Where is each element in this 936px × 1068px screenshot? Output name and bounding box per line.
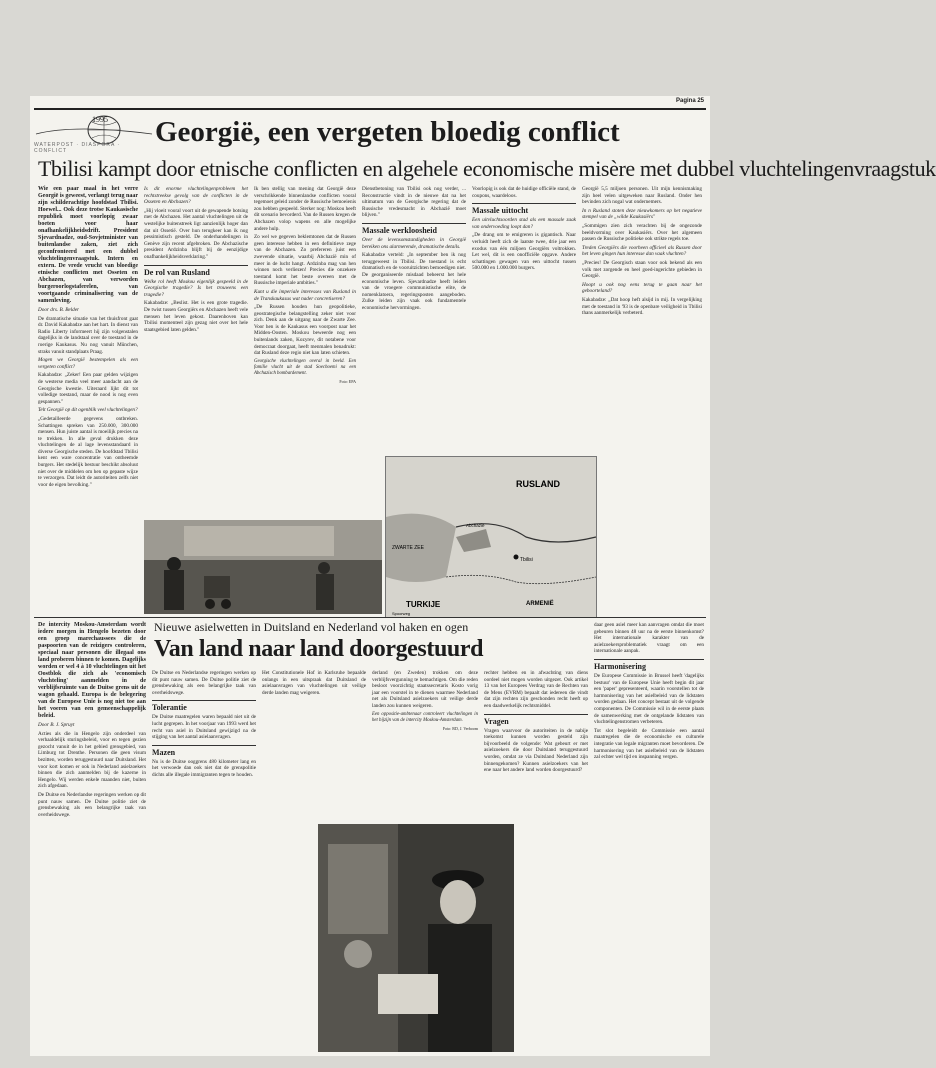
map-legend-spoorweg: Spoorweg	[392, 611, 411, 616]
paragraph: „Precies! De Georgisch staan voor ook bekend als een volk met zorgende en heel goed-ingerichte gebieden in Georgië.	[582, 259, 702, 280]
map-label-abchazie: Abchazië	[466, 523, 485, 528]
article1-headline: Georgië, een vergeten bloedig conflict	[155, 116, 620, 148]
paragraph: Kakabadze: „Dat hoop heft alsijd in mij. In vergelijking met de toestand in '93 is de openbare veiligheid in Tbilisi thans aanmerkelijk verbeterd.	[582, 296, 702, 317]
article1-lead: Wie een paar maal in het verre Georgië is geweest, verlangt terug naar zijn schilderachtige hoofdstad Tbilisi. Hoewel... Ook deze trotse Kaukasische republiek moet voorlopig zwaar boeten voor haar onafhankelijkheidsdrift. President Sjevardnadze, oud-Sovjetminister van buitenlandse zaken, ziet zich geconfronteerd met een dubbel vluchtelingenvraagstuk. Intern en extern. De vrede vrucht van bloedige etnische conflicten met Osseten en Abchazen, van verworden burgeroorlogstaferelen, van voortgaande criminalisering van de samenleving.	[38, 186, 138, 304]
article2-column-6	[594, 622, 704, 1052]
border-control-photo	[318, 824, 514, 1052]
article2-column-2	[152, 670, 256, 1052]
map-label-zwarte-zee: ZWARTE ZEE	[392, 545, 424, 551]
article-divider	[34, 617, 706, 618]
paragraph: „Sommigen zien zich verachten bij de ongezonde beeldvorming over Kaukasiërs. Over het algemeen passen de Russische politieke ook strikte regels toe.	[582, 222, 702, 243]
article1-column-3	[254, 186, 356, 496]
subheading-tolerantie: Tolerantie	[152, 700, 256, 712]
paragraph: De dramatische situatie van het thuisfront gaat dr. David Kakabadze aan het hart. In dienst van Radio Liberty informeert hij zijn volgenstalen dagelijks in de landstaal over de toestand in de roerige Kaukasus. Nu nog vanuit München, straks vanuit standplaats Praag.	[38, 315, 138, 355]
article1-column-6	[582, 186, 702, 614]
map-image	[386, 457, 596, 617]
interview-question: Hoopt u ook nog eens terug te gaan naar het geboorteland?	[582, 281, 702, 295]
article2-lead: De intercity Moskou-Amsterdam wordt iedere morgen in Hengelo bezeten door een groep marechaussees die de paspoorten van de reizigers controleren, speciaal naar personen die illegaal ons land proberen binnen te komen. Dagelijks worden er wel 4 à 10 vluchtelingen uit het Oostblok die zich als 'economisch vluchteling' aanmelden in de verblijfsruimte van de Duitse grens uit de wagon gehaald. Europa is de belegering van de Europese Unie is nog niet toe aan het voeren van een gemeenschappelijk beleid.	[38, 622, 146, 719]
interview-question: In n Rusland stoten deze nieuwkomers op het negatieve stempel van de „wilde Kaukasiërs"	[582, 207, 702, 221]
interview-question: Welke rol heeft Moskou eigenlijk gespeeld in de Georgische tragedie? Is het trouwens een tragedie?	[144, 278, 248, 298]
photo-credit: Foto: EPA	[339, 378, 356, 384]
subheading-massale-uittocht: Massale uittocht	[472, 203, 576, 215]
paragraph: „De Russen houden hun geopolitieke, geostrategische belangstelling zeker niet voor zich. Denk aan de uitgang naar de Zwarte Zee. Voor hen is de Kaukasus een voorpost naar het Midden-Oosten. Moskou beweerde nog een buitenlands zaken, Kozyrev, dit notabene voor democraat doorgaat, heeft menmalen benadrukt: dat Rusland deze regio niet kan laten schieten.	[254, 304, 356, 357]
article2-headline: Van land naar land doorgestuurd	[154, 636, 484, 662]
paragraph: daar geen asiel meer kan aanvragen omdat die moet gebeuren binnen 48 uur na de eerste binnenkomst? Het internationale karakter van de asielzoekersproblematiek vraagt om een internationale aanpak.	[594, 622, 704, 655]
tbilisi-marker	[514, 555, 519, 560]
paragraph: Acties als die in Hengelo zijn onderdeel van verhaaldelijk sturingsbeleid, voor en tegen gezien gezocht vanuit de in het gebied grensgebied, van Limburg tot Drenthe. Personen die geen visum bezitten, worden teruggestuurd naar Duitsland. Het voor kort komen er ook in Nederland asielzoekers binnen die zich aanmelden bij de kazerne in Hengelo. Wij werden enkele maanden niet, buiten zich afgedaan.	[38, 730, 146, 790]
top-rule	[34, 108, 706, 110]
caucasus-map	[385, 456, 597, 618]
paragraph: De Duitse en Nederlandse regeringen werken op dit punt nauw samen. De Duitse politie ziet de grensbewaking als een belangrijke taak van overheidswege.	[152, 670, 256, 696]
section-logo	[34, 112, 154, 154]
interview-question: Telt Georgië op dit ogenblik veel vluchtelingen?	[38, 407, 138, 414]
refugees-photo	[144, 520, 382, 614]
article1-subheadline: Tbilisi kampt door etnische conflicten en algehele economische misère met dubbel vluchtelingenvraagstuk	[38, 156, 936, 181]
interview-question: Over de levensomstandigheden in Georgië bereiken ons alarmerende, dramatische details.	[362, 236, 466, 250]
subheading-rol-van-rusland: De rol van Rusland	[144, 265, 248, 277]
map-label-armenie: ARMENIË	[526, 601, 554, 607]
article1-byline: Door drs. B. Belder	[38, 307, 80, 313]
paragraph: Voorlopig is ook dat de huidige officiële stand, de coupons, waardeloos.	[472, 186, 576, 199]
paragraph: De Duitse maatregelen waren bepaald niet uit de lucht gegrepen. In het voorjaar van 1993 werd het recht van asiel in Duitsland gewijzigd na de stijging van het aantal asielaanvragen.	[152, 714, 256, 741]
paragraph: rechter hebben en in afwachting van diens oordeel niet mogen worden uitgezet. Ook artikel 13 van het Europees Verdrag van de Rechten van de Mens (EVRM) bepaalt dat iedereen die vindt dat zijn rechten zijn geschonden recht heeft op een daadwerkelijk rechtsmiddel.	[484, 670, 588, 709]
paragraph: „Hij vloeit vooral voort uit de gewapende botsing met de Abchazen. Het aantal vluchtelingen uit de westelijke buitenstreek ligt aanzienlijk hoger dan dat uit Ossetië. Over hun terugkeer kan ik nog pessimistisch gesteld. De onderhandelingen in Genève zijn recent afgebroken. De Abchazische president Ardzinba blijft bij de eenzijdige onafhankelijkheidsverklaring."	[144, 207, 248, 260]
paragraph: Kakabadze verteld: „In september ben ik nog teruggeweest in Tbilisi. De toestand is echt dramatisch en de vooruitzichten bemoedigen niet. De georganiseerde misdaad beheerst het hele economische leven. Sjevardnadze heeft leiden van de vroegere communistische elite, de nomenklatoera, regeringsposten aangeboden. Zulke leiden zijn vaak ook fundamentele economische hervormingen.	[362, 252, 466, 311]
article1-column-5	[472, 186, 576, 456]
paragraph: derland (en Zweden) trokken om deze verblijfsvergunning te bemachtigen. Om die reden besloot voorzichtig staatssecretaris Kosto vorig jaar een voorstel in te dienen waarmee Nederland net als Duitsland asielzoekers uit veilige derde landen zou kunnen weigeren.	[372, 670, 478, 709]
paragraph: Tot slot begeleidt de Commissie een aantal maatregelen die de economische en culturele integratie van legale migranten moet bevorderen. De harmonisering van het asielbeleid van de lidstaten zal echter wel tijd en inspanning vergen.	[594, 727, 704, 761]
border-control-photo-image	[318, 824, 514, 1052]
article1-column-4	[362, 186, 466, 456]
map-label-turkije: TURKIJE	[406, 600, 441, 609]
refugees-photo-image	[144, 520, 382, 614]
paragraph: Dienstbetoning van Tbilisi ook nog verder, ... Reconstructie vindt in de nieuwe dat na het ultimatum van de Georgische regering dat de Russische vredesmacht in Abchazië moet blijven."	[362, 186, 466, 219]
paragraph: De Europese Commissie in Brussel heeft 'dagelijks bestuur' van de Europese Unie heeft begin dit jaar een 'paper' gepresenteerd, waarin voorstellen tot de harmonisering van het asielbeleid van de lidstaten worden gedaan. Het concept bestaat uit de volgende componenten. De Commissie wil in de eerste plaats de samenwerking met de ontgelande lidstaten van vluchtelingenstromen verbeteren.	[594, 672, 704, 726]
article1-column-2	[144, 186, 248, 516]
article2-byline: Door B. J. Spruyt	[38, 722, 75, 728]
paragraph: Het Constitutionele Hof in Karlsruhe bepaalde onlangs in een uitspraak dat Duitsland de asielaanvragen van vluchtelingen uit veilige derde landen mag weigeren.	[262, 670, 366, 696]
paragraph: Georgië 5,5 miljoen personen. Uit mijn kennismaking zijn heel velen uitgeweken naar Rusland. Onder hen bevinden zich nogal wat ondernemers.	[582, 186, 702, 206]
paragraph: „De drang om te emigreren is gigantisch. Naar verluidt heeft zich de laatste twee, drie jaar een exodus van één miljoen Georgiërs voltrokken. Let wel, dit is een onofficiële opgave. Andere schattingen gewagen van een uittocht tussen 500.000 en 1.000.000 burgers.	[472, 232, 576, 272]
interview-question: Is dit enorme vluchtelingenprobleem het rechtstreekse gevolg van de conflicten in de Osseten en Abchazen?	[144, 186, 248, 206]
subheading-harmonisering: Harmonisering	[594, 659, 704, 671]
paragraph: „Gedetailleerde gegevens ontbreken. Schattingen spreken van 250.000, 300.000 mensen. Hun juiste aantal is moeilijk precies na te trekken. In alle geval drukken deze vluchtelingen de al lage levensstandaard in diverse Georgische steden. De hoofdstad Tbilisi kent een ware concentratie van ontheemde burgers. Het stedelijk bestuur beschikt absoluut niet over de middelen om hen op gepaste wijze te verzorgen. Dat leidt de autoriteiten zelfs niet voor de eigen bevolking."	[38, 415, 138, 488]
article2-kicker: Nieuwe asielwetten in Duitsland en Nederland vol haken en ogen	[154, 620, 469, 634]
subheading-massale-werkloosheid: Massale werkloosheid	[362, 223, 466, 235]
paragraph: Kakabadze: „Beslist. Het is een grote tragedie. De twist tussen Georgiërs en Abchazen heeft vele mensen het leven gekost. Daarenboven kan Tbilisi momenteel zijn gezag niet over het hele staatsgebied laten gelden."	[144, 300, 248, 333]
paragraph: Nu is de Duitse ooggrens 480 kilometer lang en het verwoede dan ook niet dat de grenspolitie dichts alle illegale immigranten tegen te houden.	[152, 758, 256, 778]
article2-column-1	[38, 622, 146, 1052]
photo-caption: Een oppositie-ambtenaar controleert vluchtelingen in het bijzijn van de intercity Moskou-Amsterdam.	[372, 711, 478, 723]
interview-question: Een uitvluchtsoorden stad als een massale zaak van ondervoeding loopt dan?	[472, 217, 576, 230]
article1-column-1	[38, 186, 138, 614]
photo-caption: Georgische vluchtelingen overal in beeld. Een familie vlucht uit de stad Soechoemi na een Abchazisch bombardement.	[254, 358, 356, 376]
subheading-mazen: Mazen	[152, 745, 256, 757]
article2-column-4	[372, 670, 478, 820]
interview-question: Mogen we Georgië bestempelen als een vergeten conflict?	[38, 357, 138, 370]
globe-logo-icon	[34, 112, 154, 146]
photo-credit: Foto: RD, J. Verboom	[442, 725, 478, 731]
logo-tagline: WATERPOST · DIASPORA · CONFLICT	[34, 142, 121, 154]
paragraph: Zo wel we gegeven beklemtonen dat de Russen geen interesse hebben in een definitieve zege van de Abchazen. Zo prefereren juist een zwevende situatie, waarbij Abchazië min of meer in de lucht hangt. Ardzinba mag van hen winnen noch verliezen! Precies die onzekere toestand komt het beste overeen met de Russische imperiale ambities."	[254, 234, 356, 287]
map-label-tbilisi: Tbilisi	[520, 557, 533, 563]
paragraph: Ik ben stellig van mening dat Georgië deze verschrikkende binnenlandse conflicten vooral tegemoet geleid zonder de Russische bemoeienis zou hebben gespeeld. Sterker nog: Moskou heeft dit scenario bevorderd. Van de Russen kregen de Abchazen volop wapens en alle mogelijke andere hulp.	[254, 186, 356, 232]
logo-year: 1995	[92, 115, 108, 124]
interview-question: Kunt u die imperiale interesses van Rusland in de Transkaukasus wat nader concretiseren?	[254, 288, 356, 302]
interview-question: Treden Georgiërs die voorheen officieel als Russen door het leven gingen hun interesse dan vaak vluchten?	[582, 244, 702, 258]
paragraph: De Duitse en Nederlandse regeringen werken op dit punt nauw samen. De Duitse politie ziet de grensbewaking als een belangrijke taak van overheidswege.	[38, 791, 146, 818]
page-number: Pagina 25	[675, 98, 704, 104]
paragraph: Kakabadze: „Zeker! Een paar gelden wijzigen de westerse media veel meer aandacht aan de Georgische kwestie. Uiteraard lijkt dit tot volledige toestand, maar de nood is nog even gespannen."	[38, 372, 138, 405]
map-label-rusland: RUSLAND	[516, 479, 560, 489]
subheading-vragen: Vragen	[484, 714, 588, 726]
newspaper-page	[30, 96, 936, 1056]
paragraph: Vragen waarvoor de autoriteiten in de nabije toekomst kunnen worden gesteld zijn bijvoorbeeld de volgende: Wat gebeurt er met asielzoekers die door Duitsland teruggestuurd worden, omdat ze via Duitsland Nederland zijn binnengekomen? Kunnen asielzoekers van het ene naar het andere land worden doorgestuurd?	[484, 727, 588, 774]
